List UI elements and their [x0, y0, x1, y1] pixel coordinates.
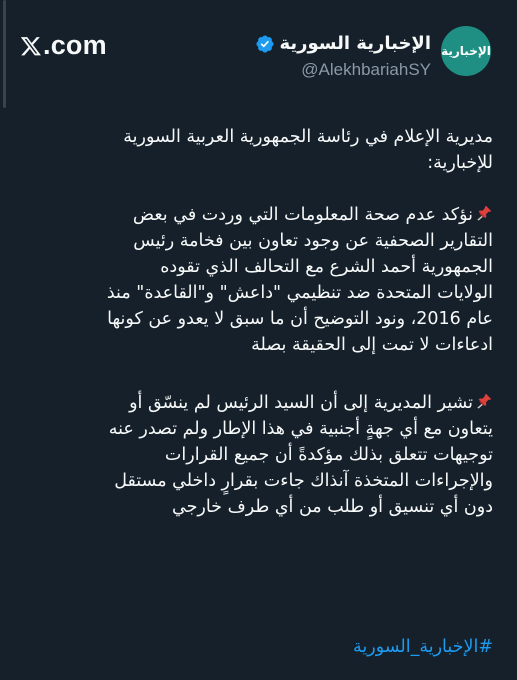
tweet-line-with-pin — [13, 202, 493, 228]
author-name-row[interactable] — [255, 33, 431, 54]
author-handle[interactable]: @AlekhbariahSY — [301, 60, 431, 79]
pushpin-icon — [475, 204, 493, 222]
x-logo-icon — [20, 35, 42, 57]
scroll-rail — [3, 0, 6, 108]
tweet-line-with-pin — [13, 390, 493, 416]
tweet-line: التقارير الصحفية عن وجود تعاون بين فخامة رئيس — [133, 231, 493, 251]
tweet-line: الجمهورية أحمد الشرع مع التحالف الذي تقوده — [160, 257, 493, 277]
tweet-line: يتعاون مع أي جهةٍ أجنبية في هذا الإطار ولم تصدر عنه — [108, 419, 493, 439]
tweet-line-text: نؤكد عدم صحة المعلومات التي وردت في بعض — [132, 205, 473, 225]
tweet-line: دون أي تنسيق أو طلب من أي طرف خارجي — [172, 497, 493, 517]
avatar-logo-text: الإخبارية — [441, 44, 491, 58]
tweet-text — [13, 124, 493, 520]
site-label: .com — [43, 30, 107, 60]
tweet-line: توجيهات تتعلق بذلك مؤكدةً أن جميع القرارات — [164, 445, 493, 465]
pushpin-icon — [475, 392, 493, 410]
tweet-line: مديرية الإعلام في رئاسة الجمهورية العربية السورية — [123, 127, 493, 147]
tweet-line: الولايات المتحدة ضد تنظيمي "داعش" و"القاعدة" منذ — [106, 283, 493, 303]
tweet-line: للإخبارية: — [427, 153, 493, 173]
hashtag-link[interactable]: #الإخبارية_السورية — [353, 637, 493, 657]
verified-badge-icon — [255, 34, 275, 54]
tweet-line-text: تشير المديرية إلى أن السيد الرئيس لم ينسّق أو — [129, 393, 473, 413]
tweet-line: ادعاءات لا تمت إلى الحقيقة بصلة — [251, 335, 493, 355]
tweet-line: عام 2016، ونود التوضيح أن ما سبق لا يعدو عن كونها — [107, 309, 493, 329]
avatar[interactable] — [441, 26, 491, 76]
author-display-name: الإخبارية السورية — [279, 33, 431, 54]
tweet-line: والإجراءات المتخذة آنذاك جاءت بقرارٍ داخلي مستقل — [114, 471, 493, 491]
x-brand-link[interactable] — [20, 30, 107, 61]
